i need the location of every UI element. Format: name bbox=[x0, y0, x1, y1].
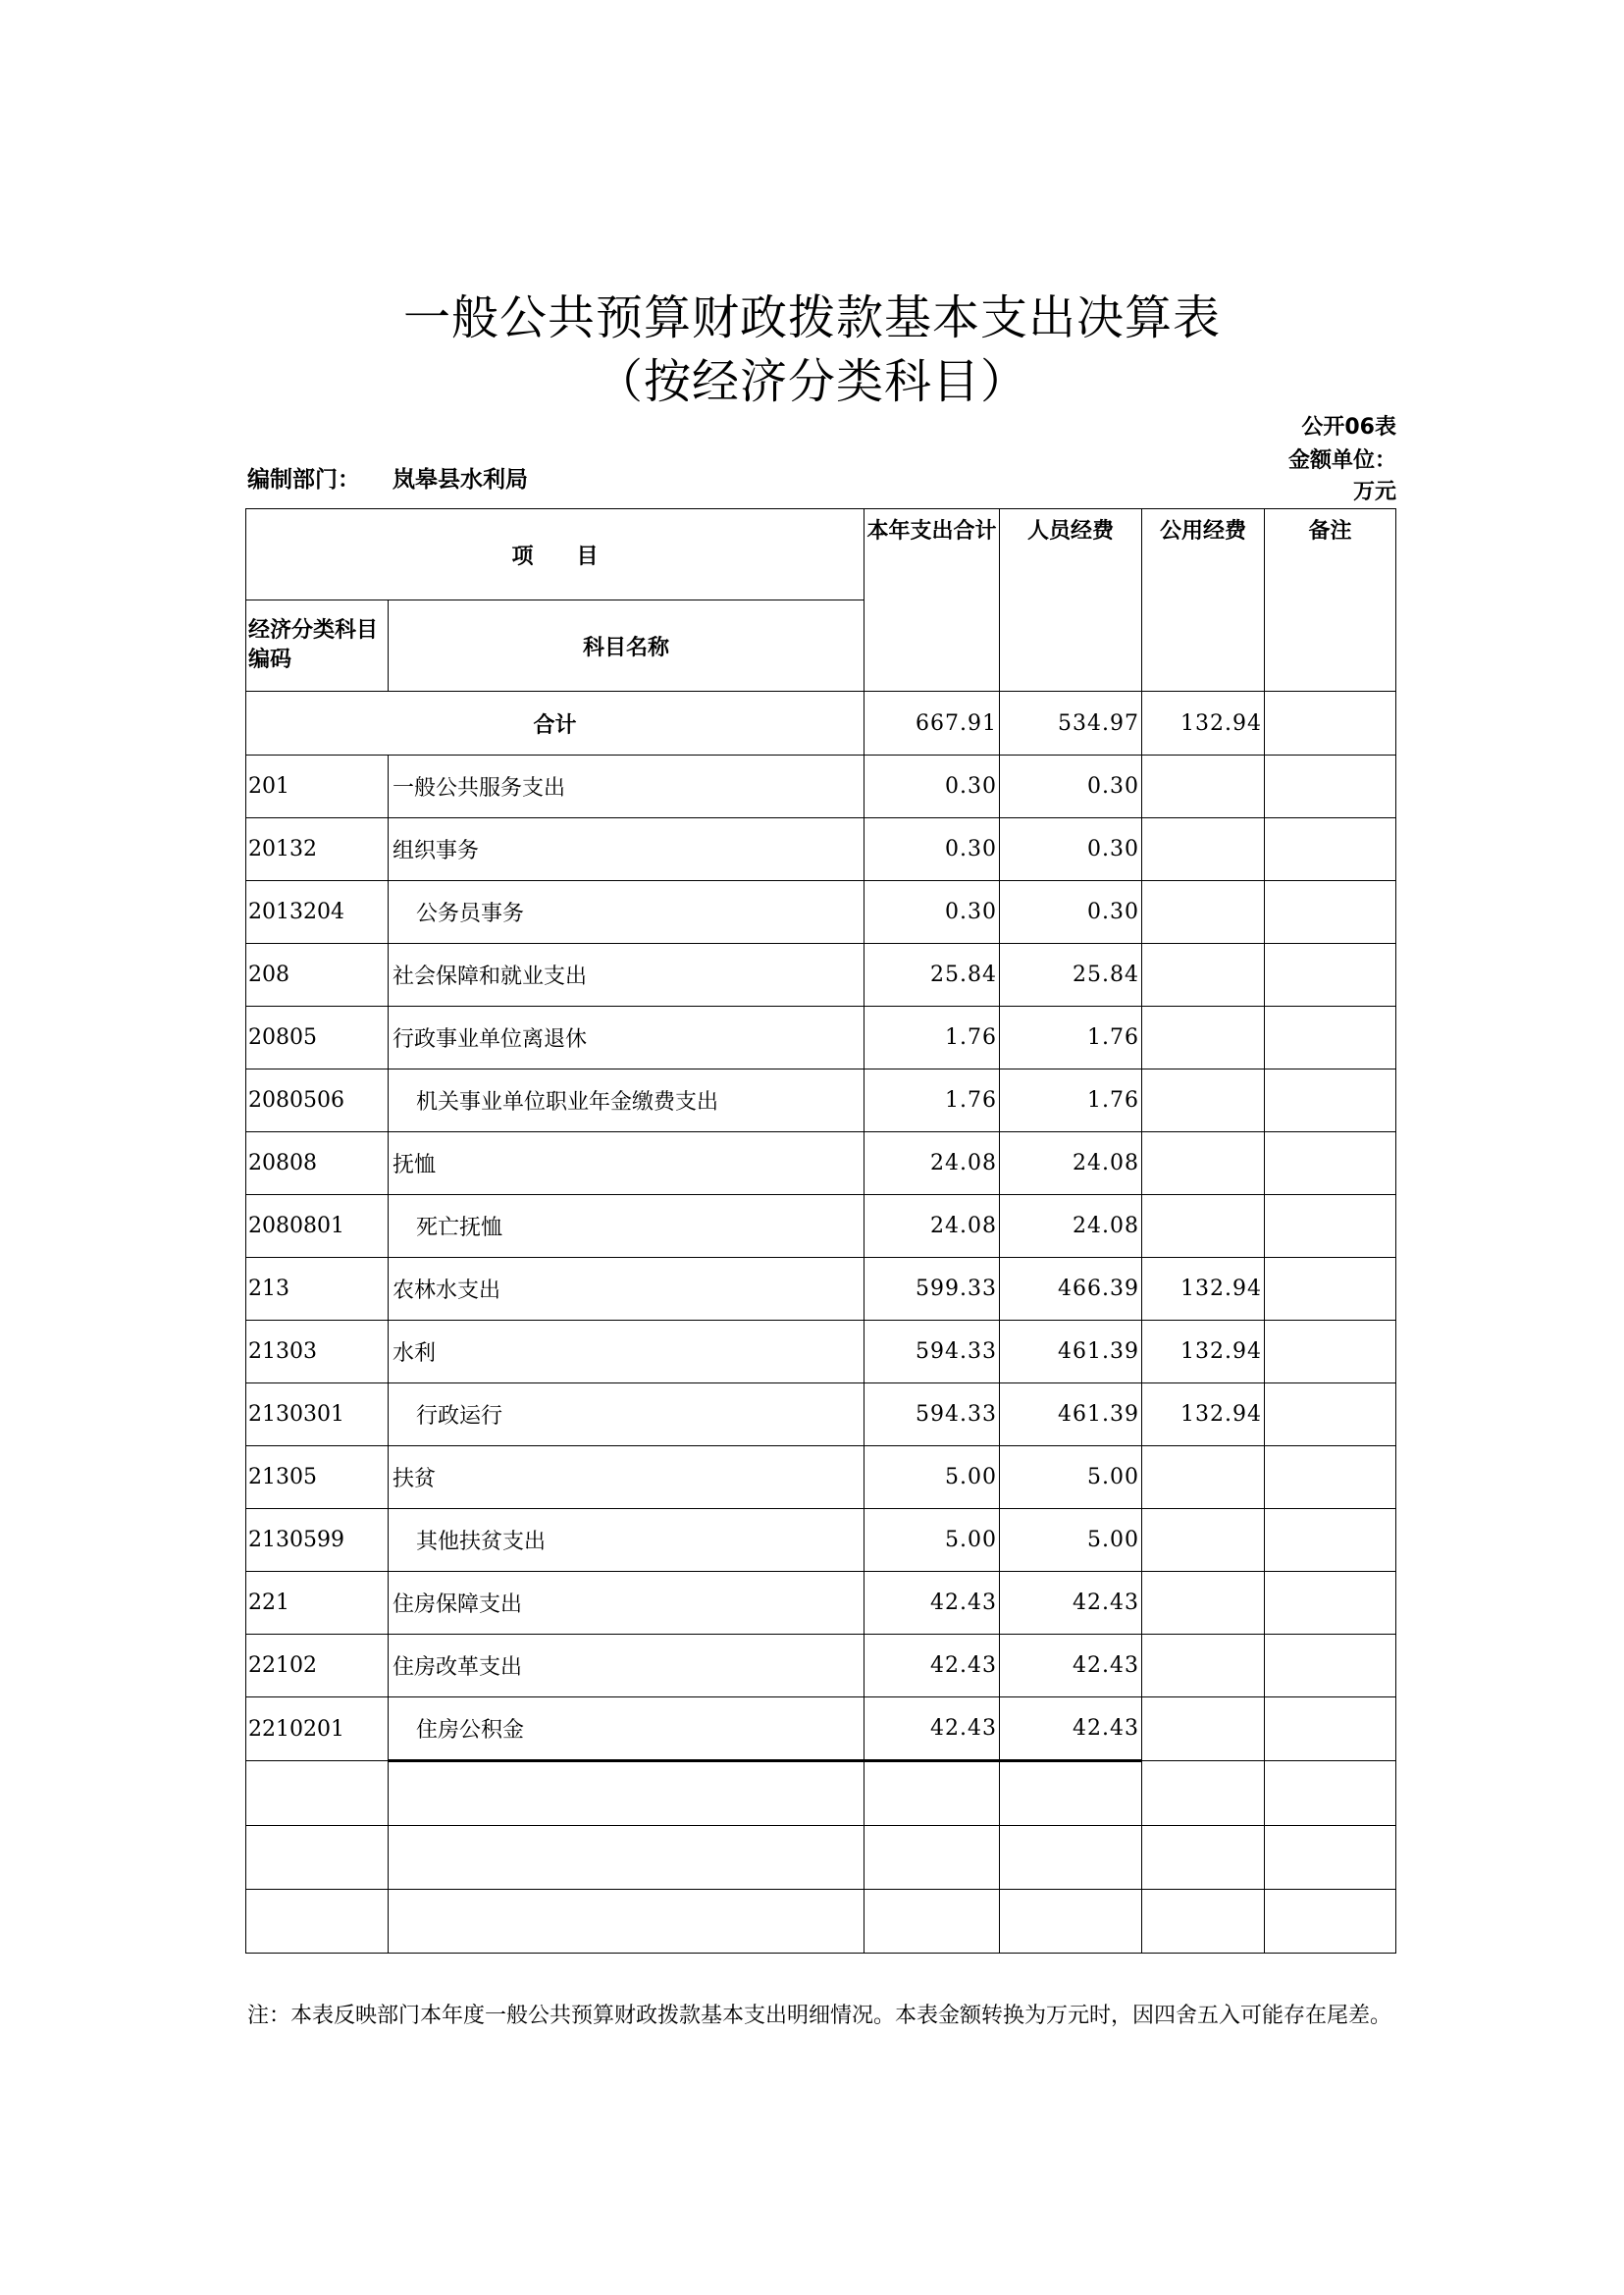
row-public bbox=[1142, 1069, 1265, 1132]
row-personnel: 461.39 bbox=[1000, 1383, 1142, 1446]
total-personnel: 534.97 bbox=[1000, 692, 1142, 756]
empty-cell bbox=[1142, 1890, 1265, 1954]
row-name: 死亡抚恤 bbox=[389, 1195, 864, 1258]
row-personnel: 461.39 bbox=[1000, 1321, 1142, 1383]
row-code: 201 bbox=[246, 756, 389, 818]
row-public: 132.94 bbox=[1142, 1258, 1265, 1321]
table-row bbox=[246, 1007, 1396, 1069]
row-personnel: 1.76 bbox=[1000, 1069, 1142, 1132]
row-public bbox=[1142, 1509, 1265, 1572]
empty-cell bbox=[389, 1826, 864, 1890]
empty-cell bbox=[1142, 1826, 1265, 1890]
empty-cell bbox=[1265, 1826, 1396, 1890]
row-code: 221 bbox=[246, 1572, 389, 1635]
row-personnel: 24.08 bbox=[1000, 1195, 1142, 1258]
row-remark bbox=[1265, 944, 1396, 1007]
unit-label: 金额单位： bbox=[1287, 448, 1396, 473]
empty-cell bbox=[389, 1890, 864, 1954]
row-name: 扶贫 bbox=[389, 1446, 864, 1509]
total-remark bbox=[1265, 692, 1396, 756]
department-label: 编制部门： bbox=[247, 467, 360, 493]
row-total: 24.08 bbox=[864, 1132, 1000, 1195]
empty-cell bbox=[389, 1761, 864, 1826]
row-code: 21303 bbox=[246, 1321, 389, 1383]
table-row bbox=[246, 1258, 1396, 1321]
header-remark: 备注 bbox=[1265, 509, 1396, 692]
document-title: 一般公共预算财政拨款基本支出决算表 bbox=[402, 290, 1221, 345]
header-personnel: 人员经费 bbox=[1000, 509, 1142, 692]
row-total: 5.00 bbox=[864, 1509, 1000, 1572]
row-total: 594.33 bbox=[864, 1383, 1000, 1446]
empty-cell bbox=[1000, 1761, 1142, 1826]
row-public bbox=[1142, 1635, 1265, 1697]
form-number: 公开06表 bbox=[1301, 415, 1396, 440]
row-public bbox=[1142, 1195, 1265, 1258]
row-public bbox=[1142, 881, 1265, 944]
row-total: 0.30 bbox=[864, 881, 1000, 944]
row-public bbox=[1142, 756, 1265, 818]
empty-cell bbox=[864, 1890, 1000, 1954]
expenditure-table bbox=[245, 508, 1396, 1954]
row-remark bbox=[1265, 881, 1396, 944]
row-remark bbox=[1265, 1509, 1396, 1572]
table-row bbox=[246, 1132, 1396, 1195]
row-personnel: 5.00 bbox=[1000, 1446, 1142, 1509]
unit-value: 万元 bbox=[1352, 480, 1396, 504]
total-public: 132.94 bbox=[1142, 692, 1265, 756]
header-public: 公用经费 bbox=[1142, 509, 1265, 692]
row-remark bbox=[1265, 1446, 1396, 1509]
row-total: 42.43 bbox=[864, 1697, 1000, 1761]
row-code: 20805 bbox=[246, 1007, 389, 1069]
table-row bbox=[246, 1635, 1396, 1697]
total-row bbox=[246, 692, 1396, 756]
row-code: 2080506 bbox=[246, 1069, 389, 1132]
row-total: 42.43 bbox=[864, 1572, 1000, 1635]
row-public bbox=[1142, 944, 1265, 1007]
total-amount: 667.91 bbox=[864, 692, 1000, 756]
table-row bbox=[246, 1509, 1396, 1572]
row-public bbox=[1142, 1132, 1265, 1195]
row-public bbox=[1142, 818, 1265, 881]
row-name: 抚恤 bbox=[389, 1132, 864, 1195]
table-row bbox=[246, 1195, 1396, 1258]
row-code: 208 bbox=[246, 944, 389, 1007]
row-personnel: 24.08 bbox=[1000, 1132, 1142, 1195]
row-personnel: 42.43 bbox=[1000, 1635, 1142, 1697]
row-remark bbox=[1265, 1321, 1396, 1383]
row-personnel: 0.30 bbox=[1000, 756, 1142, 818]
row-code: 213 bbox=[246, 1258, 389, 1321]
row-name: 社会保障和就业支出 bbox=[389, 944, 864, 1007]
row-total: 1.76 bbox=[864, 1069, 1000, 1132]
table-row bbox=[246, 1069, 1396, 1132]
row-code: 20808 bbox=[246, 1132, 389, 1195]
empty-row bbox=[246, 1761, 1396, 1826]
empty-cell bbox=[864, 1826, 1000, 1890]
row-name: 住房公积金 bbox=[389, 1697, 864, 1761]
row-name: 水利 bbox=[389, 1321, 864, 1383]
row-public bbox=[1142, 1572, 1265, 1635]
row-total: 0.30 bbox=[864, 818, 1000, 881]
row-name: 住房保障支出 bbox=[389, 1572, 864, 1635]
row-total: 42.43 bbox=[864, 1635, 1000, 1697]
row-name: 公务员事务 bbox=[389, 881, 864, 944]
table-row bbox=[246, 1572, 1396, 1635]
table-row bbox=[246, 1697, 1396, 1761]
table-row bbox=[246, 1446, 1396, 1509]
row-code: 20132 bbox=[246, 818, 389, 881]
header-code: 经济分类科目编码 bbox=[246, 600, 389, 692]
row-code: 2210201 bbox=[246, 1697, 389, 1761]
empty-cell bbox=[1265, 1890, 1396, 1954]
row-name: 行政运行 bbox=[389, 1383, 864, 1446]
row-name: 行政事业单位离退休 bbox=[389, 1007, 864, 1069]
empty-cell bbox=[246, 1761, 389, 1826]
table-row bbox=[246, 756, 1396, 818]
table-row bbox=[246, 944, 1396, 1007]
row-code: 2130301 bbox=[246, 1383, 389, 1446]
empty-cell bbox=[1142, 1761, 1265, 1826]
empty-cell bbox=[1000, 1826, 1142, 1890]
row-personnel: 5.00 bbox=[1000, 1509, 1142, 1572]
row-remark bbox=[1265, 1069, 1396, 1132]
table-row bbox=[246, 1383, 1396, 1446]
row-personnel: 466.39 bbox=[1000, 1258, 1142, 1321]
row-name: 一般公共服务支出 bbox=[389, 756, 864, 818]
row-public: 132.94 bbox=[1142, 1321, 1265, 1383]
row-total: 599.33 bbox=[864, 1258, 1000, 1321]
row-remark bbox=[1265, 1572, 1396, 1635]
row-remark bbox=[1265, 1383, 1396, 1446]
empty-row bbox=[246, 1890, 1396, 1954]
table-row bbox=[246, 818, 1396, 881]
row-remark bbox=[1265, 818, 1396, 881]
table-row bbox=[246, 1321, 1396, 1383]
row-personnel: 42.43 bbox=[1000, 1572, 1142, 1635]
row-public: 132.94 bbox=[1142, 1383, 1265, 1446]
row-remark bbox=[1265, 1258, 1396, 1321]
empty-cell bbox=[864, 1761, 1000, 1826]
row-personnel: 1.76 bbox=[1000, 1007, 1142, 1069]
empty-row bbox=[246, 1826, 1396, 1890]
row-code: 22102 bbox=[246, 1635, 389, 1697]
row-personnel: 42.43 bbox=[1000, 1697, 1142, 1761]
row-personnel: 25.84 bbox=[1000, 944, 1142, 1007]
row-total: 25.84 bbox=[864, 944, 1000, 1007]
row-code: 2013204 bbox=[246, 881, 389, 944]
row-remark bbox=[1265, 1007, 1396, 1069]
department-name: 岚皋县水利局 bbox=[393, 467, 528, 493]
row-public bbox=[1142, 1446, 1265, 1509]
header-project: 项 目 bbox=[246, 509, 864, 600]
row-name: 组织事务 bbox=[389, 818, 864, 881]
row-name: 住房改革支出 bbox=[389, 1635, 864, 1697]
row-public bbox=[1142, 1697, 1265, 1761]
row-total: 594.33 bbox=[864, 1321, 1000, 1383]
row-remark bbox=[1265, 1697, 1396, 1761]
row-personnel: 0.30 bbox=[1000, 881, 1142, 944]
row-code: 2080801 bbox=[246, 1195, 389, 1258]
row-name: 农林水支出 bbox=[389, 1258, 864, 1321]
empty-cell bbox=[1265, 1761, 1396, 1826]
row-personnel: 0.30 bbox=[1000, 818, 1142, 881]
row-total: 24.08 bbox=[864, 1195, 1000, 1258]
header-name: 科目名称 bbox=[389, 600, 864, 692]
row-total: 5.00 bbox=[864, 1446, 1000, 1509]
row-remark bbox=[1265, 1635, 1396, 1697]
row-total: 0.30 bbox=[864, 756, 1000, 818]
row-total: 1.76 bbox=[864, 1007, 1000, 1069]
total-label: 合计 bbox=[246, 692, 864, 756]
row-remark bbox=[1265, 1132, 1396, 1195]
row-code: 21305 bbox=[246, 1446, 389, 1509]
empty-cell bbox=[1000, 1890, 1142, 1954]
row-name: 机关事业单位职业年金缴费支出 bbox=[389, 1069, 864, 1132]
header-total: 本年支出合计 bbox=[864, 509, 1000, 692]
footnote: 注：本表反映部门本年度一般公共预算财政拨款基本支出明细情况。本表金额转换为万元时，因四舍五入可能存在尾差。 bbox=[247, 2004, 1392, 2028]
table-row bbox=[246, 881, 1396, 944]
row-name: 其他扶贫支出 bbox=[389, 1509, 864, 1572]
row-remark bbox=[1265, 1195, 1396, 1258]
document-subtitle: （按经济分类科目） bbox=[595, 354, 1028, 409]
row-public bbox=[1142, 1007, 1265, 1069]
empty-cell bbox=[246, 1826, 389, 1890]
row-code: 2130599 bbox=[246, 1509, 389, 1572]
row-remark bbox=[1265, 756, 1396, 818]
empty-cell bbox=[246, 1890, 389, 1954]
